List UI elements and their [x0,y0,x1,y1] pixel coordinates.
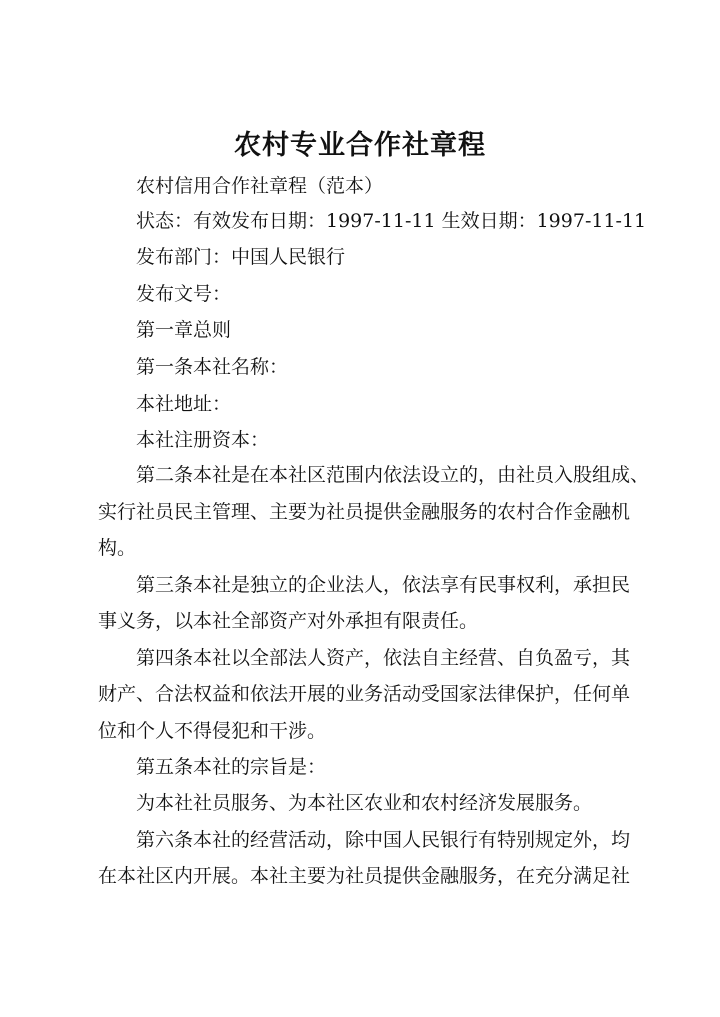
text-line-9: 第二条本社是在本社区范围内依法设立的，由社员入股组成、 [136,464,650,486]
text-line-15: 财产、合法权益和依法开展的业务活动受国家法律保护，任何单 [98,683,631,705]
text-line-12: 第三条本社是独立的企业法人，依法享有民事权利，承担民 [136,574,631,596]
document-title: 农村专业合作社章程 [234,130,486,161]
text-line-18: 为本社社员服务、为本社区农业和农村经济发展服务。 [136,792,593,814]
text-line-19: 第六条本社的经营活动，除中国人民银行有特别规定外，均 [136,829,631,851]
text-line-10: 实行社员民主管理、主要为社员提供金融服务的农村合作金融机 [98,501,631,523]
text-line-7: 本社地址： [136,393,232,415]
text-line-6: 第一条本社名称： [136,356,289,378]
text-line-11: 构。 [98,537,137,559]
text-line-8: 本社注册资本： [136,429,270,451]
text-line-20: 在本社区内开展。本社主要为社员提供金融服务，在充分满足社 [98,865,631,887]
text-line-1: 农村信用合作社章程（范本） [136,175,384,197]
text-line-14: 第四条本社以全部法人资产，依法自主经营、自负盈亏，其 [136,647,631,669]
text-line-13: 事义务，以本社全部资产对外承担有限责任。 [98,610,479,632]
text-line-4: 发布文号： [136,283,232,305]
text-line-17: 第五条本社的宗旨是： [136,756,327,778]
text-line-5: 第一章总则 [136,319,232,341]
text-line-3: 发布部门：中国人民银行 [136,246,346,268]
text-line-2: 状态：有效发布日期：1997-11-11 生效日期：1997-11-11 [136,210,647,232]
text-line-16: 位和个人不得侵犯和干涉。 [98,720,327,742]
